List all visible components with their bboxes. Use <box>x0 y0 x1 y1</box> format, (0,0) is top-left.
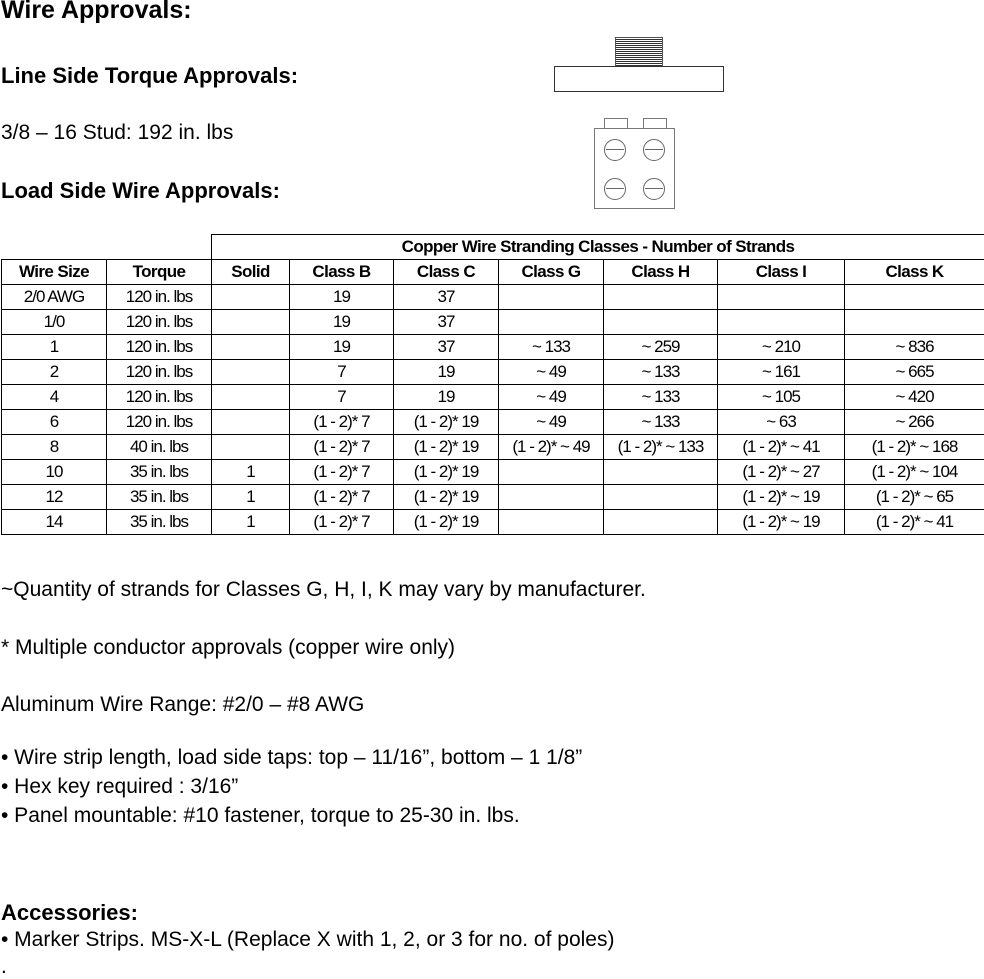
table-cell: (1 - 2)* ~ 65 <box>845 485 984 510</box>
table-cell <box>845 285 984 310</box>
table-cell: ~ 259 <box>604 335 718 360</box>
column-header-row <box>2 260 984 285</box>
table-cell: (1 - 2)* 19 <box>394 410 499 435</box>
table-cell: 37 <box>394 310 499 335</box>
table-cell: ~ 161 <box>718 360 845 385</box>
table-cell: ~ 210 <box>718 335 845 360</box>
table-row <box>2 485 984 510</box>
table-cell: 40 in. lbs <box>107 435 212 460</box>
screw-icon <box>643 178 665 200</box>
table-cell: ~ 49 <box>499 410 604 435</box>
table-cell: 19 <box>290 335 394 360</box>
table-cell: 1 <box>212 510 290 535</box>
terminal-tab-left <box>604 118 628 128</box>
table-cell: ~ 420 <box>845 385 984 410</box>
table-row <box>2 285 984 310</box>
table-cell <box>718 285 845 310</box>
terminal-tab-right <box>643 118 667 128</box>
table-row <box>2 360 984 385</box>
table-cell: 35 in. lbs <box>107 485 212 510</box>
table-cell: (1 - 2)* ~ 41 <box>845 510 984 535</box>
table-row <box>2 310 984 335</box>
col-header-class-b: Class B <box>290 260 394 285</box>
table-cell: 120 in. lbs <box>107 335 212 360</box>
table-cell: 10 <box>2 460 107 485</box>
table-cell: 4 <box>2 385 107 410</box>
table-cell: 1 <box>212 460 290 485</box>
table-cell <box>604 510 718 535</box>
table-cell <box>604 285 718 310</box>
table-cell: (1 - 2)* 19 <box>394 510 499 535</box>
line-side-heading: Line Side Torque Approvals: <box>1 63 298 89</box>
table-cell <box>604 485 718 510</box>
table-cell: ~ 133 <box>604 410 718 435</box>
bullet-item: • Hex key required : 3/16” <box>1 775 238 799</box>
table-cell: (1 - 2)* ~ 19 <box>718 485 845 510</box>
table-cell: 19 <box>394 385 499 410</box>
table-cell: (1 - 2)* ~ 168 <box>845 435 984 460</box>
table-cell: 37 <box>394 335 499 360</box>
table-cell <box>604 310 718 335</box>
table-cell: ~ 105 <box>718 385 845 410</box>
page-title: Wire Approvals: <box>1 0 192 25</box>
accessory-item: • Marker Strips. MS-X-L (Replace X with 1, 2, or 3 for no. of poles) <box>1 928 614 952</box>
table-cell: (1 - 2)* 7 <box>290 510 394 535</box>
col-header-torque: Torque <box>107 260 212 285</box>
table-cell: (1 - 2)* ~ 19 <box>718 510 845 535</box>
table-cell: 120 in. lbs <box>107 410 212 435</box>
table-cell: 1 <box>212 485 290 510</box>
table-body <box>2 285 984 535</box>
table-cell <box>212 410 290 435</box>
accessories-heading: Accessories: <box>1 900 138 926</box>
table-cell <box>499 310 604 335</box>
table-cell: 37 <box>394 285 499 310</box>
table-cell <box>212 310 290 335</box>
table-cell <box>499 285 604 310</box>
table-row <box>2 385 984 410</box>
table-cell: (1 - 2)* ~ 49 <box>499 435 604 460</box>
table-cell: ~ 133 <box>604 360 718 385</box>
col-header-class-c: Class C <box>394 260 499 285</box>
col-header-class-g: Class G <box>499 260 604 285</box>
strand-note: ~Quantity of strands for Classes G, H, I, K may vary by manufacturer. <box>1 578 646 602</box>
table-cell: ~ 266 <box>845 410 984 435</box>
aluminum-range: Aluminum Wire Range: #2/0 – #8 AWG <box>1 693 364 717</box>
table-cell <box>845 310 984 335</box>
table-cell: (1 - 2)* ~ 133 <box>604 435 718 460</box>
table-cell: ~ 836 <box>845 335 984 360</box>
wire-approvals-table <box>1 234 984 535</box>
table-cell: (1 - 2)* 19 <box>394 435 499 460</box>
table-cell: 19 <box>290 285 394 310</box>
table-cell: 8 <box>2 435 107 460</box>
table-cell: (1 - 2)* ~ 104 <box>845 460 984 485</box>
table-cell: ~ 133 <box>499 335 604 360</box>
screw-icon <box>604 139 626 161</box>
terminal-stack-graphic <box>615 37 663 67</box>
table-row <box>2 460 984 485</box>
table-cell: (1 - 2)* 19 <box>394 485 499 510</box>
table-row <box>2 435 984 460</box>
col-header-class-k: Class K <box>845 260 984 285</box>
table-cell <box>718 310 845 335</box>
table-cell: (1 - 2)* 7 <box>290 485 394 510</box>
table-cell: (1 - 2)* 7 <box>290 435 394 460</box>
table-cell: 1 <box>2 335 107 360</box>
table-cell: 35 in. lbs <box>107 460 212 485</box>
table-cell <box>604 460 718 485</box>
bullet-item: • Panel mountable: #10 fastener, torque to 25-30 in. lbs. <box>1 804 520 828</box>
busbar-graphic <box>554 66 724 92</box>
table-cell: 19 <box>394 360 499 385</box>
load-side-heading: Load Side Wire Approvals: <box>1 178 280 204</box>
table-cell <box>212 335 290 360</box>
table-cell: 19 <box>290 310 394 335</box>
table-cell <box>212 435 290 460</box>
table-cell <box>499 460 604 485</box>
table-cell: 7 <box>290 385 394 410</box>
table-cell: 6 <box>2 410 107 435</box>
table-row <box>2 335 984 360</box>
table-cell: ~ 49 <box>499 360 604 385</box>
blank-header-cell <box>2 235 212 260</box>
table-row <box>2 410 984 435</box>
table-cell: 2 <box>2 360 107 385</box>
table-cell: (1 - 2)* 19 <box>394 460 499 485</box>
table-cell: 120 in. lbs <box>107 385 212 410</box>
table-cell <box>212 385 290 410</box>
table-cell: 7 <box>290 360 394 385</box>
table-cell: ~ 49 <box>499 385 604 410</box>
table-cell: 120 in. lbs <box>107 310 212 335</box>
stud-spec: 3/8 – 16 Stud: 192 in. lbs <box>1 121 233 145</box>
terminal-block-graphic <box>594 128 675 209</box>
table-cell <box>499 510 604 535</box>
table-cell: ~ 665 <box>845 360 984 385</box>
table-cell: (1 - 2)* 7 <box>290 410 394 435</box>
table-cell: 2/0 AWG <box>2 285 107 310</box>
table-cell: (1 - 2)* 7 <box>290 460 394 485</box>
col-header-class-i: Class I <box>718 260 845 285</box>
table-cell: 35 in. lbs <box>107 510 212 535</box>
table-cell: ~ 63 <box>718 410 845 435</box>
group-header-row <box>2 235 984 260</box>
col-header-class-h: Class H <box>604 260 718 285</box>
table-cell: 12 <box>2 485 107 510</box>
table-cell <box>499 485 604 510</box>
table-cell: ~ 133 <box>604 385 718 410</box>
table-cell: 120 in. lbs <box>107 360 212 385</box>
group-header: Copper Wire Stranding Classes - Number of Strands <box>212 235 984 260</box>
table-row <box>2 510 984 535</box>
table-cell: 120 in. lbs <box>107 285 212 310</box>
table-cell: 14 <box>2 510 107 535</box>
table-cell: (1 - 2)* ~ 41 <box>718 435 845 460</box>
multi-conductor-note: * Multiple conductor approvals (copper wire only) <box>1 636 455 660</box>
col-header-wire-size: Wire Size <box>2 260 107 285</box>
trailing-mark: . <box>1 955 7 979</box>
col-header-solid: Solid <box>212 260 290 285</box>
screw-icon <box>643 139 665 161</box>
bullet-item: • Wire strip length, load side taps: top – 11/16”, bottom – 1 1/8” <box>1 746 582 770</box>
table-cell <box>212 285 290 310</box>
table-cell: (1 - 2)* ~ 27 <box>718 460 845 485</box>
table-cell <box>212 360 290 385</box>
table-cell: 1/0 <box>2 310 107 335</box>
screw-icon <box>604 178 626 200</box>
